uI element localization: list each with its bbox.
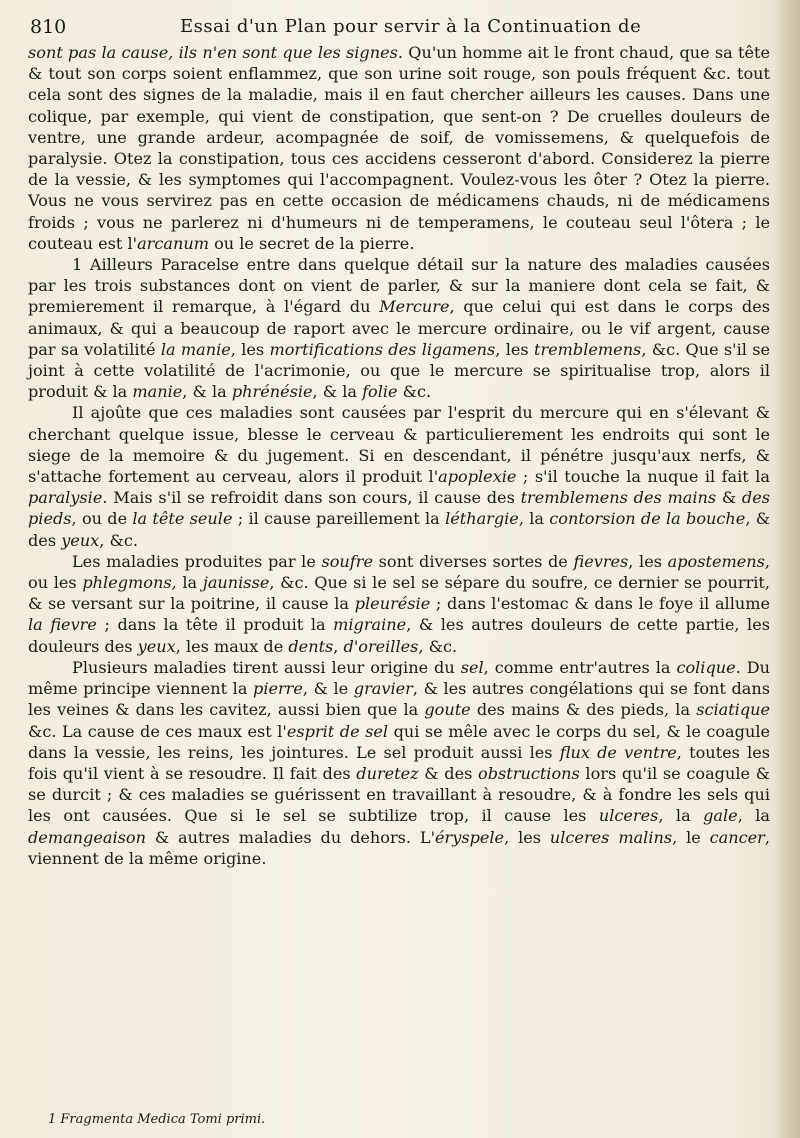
italic-term: la tête seule <box>132 509 233 529</box>
text-run: ; dans l'estomac & dans le foye il allume <box>430 594 770 614</box>
text-run: . Mais s'il se refroidit dans son cours, il cause des <box>102 488 521 508</box>
paragraph <box>28 254 770 402</box>
italic-term: ulceres <box>598 806 659 826</box>
page-number: 810 <box>30 16 67 38</box>
text-run: ou le secret de la pierre. <box>208 233 415 253</box>
text-run: , & les autres congélations qui se font dans les veines & dans les cavitez, aussi bien que la <box>28 679 770 720</box>
text-run: , ou les <box>28 551 770 593</box>
italic-term: d'oreilles <box>343 636 419 656</box>
text-run: lors qu'il se coagule & se durcit ; & ces maladies se guérissent en travaillant à resoudre, & à fondre les sels qui les ont causées. Que si le sel se subtilize trop, il cause les <box>28 763 770 826</box>
italic-term: jaunisse <box>202 573 270 593</box>
paragraph <box>28 657 770 869</box>
italic-term: colique <box>676 657 736 677</box>
text-run: &c. La cause de ces maux est l' <box>28 721 287 741</box>
italic-term: léthargie <box>445 509 519 529</box>
text-run: &c. <box>397 382 432 402</box>
text-run: , les <box>230 339 270 359</box>
running-title: Essai d'un Plan pour servir à la Continuation de <box>180 16 642 37</box>
italic-term: demangeaison <box>28 827 146 847</box>
italic-term: manie <box>132 382 183 402</box>
italic-term: la fievre <box>28 615 97 635</box>
text-run: , le <box>672 827 710 847</box>
italic-term: sont pas la cause, ils n'en sont que les signes. <box>28 43 403 62</box>
text-run: , & le <box>302 679 354 699</box>
italic-term: des pieds <box>28 488 771 529</box>
italic-term: flux de ventre <box>559 742 677 762</box>
text-run: ; il cause pareillement la <box>232 509 446 529</box>
italic-term: apostemens <box>667 551 765 571</box>
italic-term: phlegmons <box>82 573 172 593</box>
body-text <box>28 42 770 869</box>
paragraph <box>28 551 770 657</box>
italic-term: yeux <box>137 636 176 656</box>
italic-term: contorsion de la bouche <box>549 509 746 529</box>
italic-term: tremblemens des mains <box>520 488 717 508</box>
italic-term: dents <box>288 636 334 656</box>
text-run: , toutes les fois qu'il vient à se resoudre. Il fait des <box>28 742 770 783</box>
italic-term: migraine <box>333 615 407 635</box>
text-run: , &c. Que s'il se joint à cette volatilité de l'acrimonie, ou que le mercure se spiritualise trop, alors il produit & la <box>28 339 770 402</box>
text-run: , les maux de <box>175 636 289 656</box>
text-run: , les <box>628 551 668 571</box>
italic-term: mortifications des ligamens <box>269 339 496 359</box>
italic-term: esprit de sel <box>286 721 389 741</box>
italic-term: pierre <box>253 679 303 699</box>
text-run: , & la <box>312 382 363 402</box>
text-run: Plusieurs maladies tirent aussi leur origine du <box>72 657 461 677</box>
italic-term: duretez <box>356 763 419 783</box>
text-run: , la <box>658 806 704 826</box>
text-run: , ou de <box>71 509 133 529</box>
text-run: , & des <box>28 509 771 550</box>
text-run: ; s'il touche la nuque il fait la <box>516 467 770 487</box>
italic-term: sciatique <box>696 700 771 720</box>
text-run: & des <box>418 763 479 783</box>
italic-term: cancer <box>709 827 765 847</box>
italic-term: tremblemens <box>533 339 642 359</box>
italic-term: pleurésie <box>354 594 431 614</box>
text-run: , la <box>171 573 203 593</box>
text-run: , les <box>504 827 550 847</box>
text-run: , & la <box>182 382 232 402</box>
italic-term: apoplexie <box>438 467 517 487</box>
footnote: 1 Fragmenta Medica Tomi primi. <box>48 1112 266 1127</box>
text-run: Les maladies produites par le <box>72 551 322 571</box>
italic-term: sel <box>460 657 484 677</box>
text-run: , &c. <box>99 530 138 550</box>
text-run: , & les autres douleurs de cette partie, les douleurs des <box>28 615 770 656</box>
text-run: , que celui qui est dans le corps des animaux, & qui a beaucoup de raport avec le mercure ordinaire, ou le vif argent, cause par sa volatilité <box>28 297 770 359</box>
italic-term: ulceres malins <box>549 827 673 847</box>
text-run: . Du même principe viennent la <box>28 657 770 699</box>
text-run: Il ajoûte que ces maladies sont causées par l'esprit du mercure qui en s'élevant & cherchant quelque issue, blesse le cerveau & particulierement les endroits qui sont le siege de la memoire & du jugement. Si en descendant, il pénétre jusqu'aux nerfs, & s'attache fortement au cerveau, alors il produit l' <box>28 403 770 487</box>
text-run: ; dans la tête il produit la <box>96 615 334 635</box>
text-run: 1 Ailleurs Paracelse entre dans quelque détail sur la nature des maladies causées par les trois substances dont on vient de parler, & sur la maniere dont cela se fait, & premierement il remarque, à l'égard du <box>28 255 770 317</box>
italic-term: phrénésie <box>231 382 313 402</box>
text-run: , <box>333 636 344 656</box>
italic-term: arcanum <box>137 233 209 253</box>
paragraph <box>28 402 770 550</box>
text-run: , &c. <box>418 636 458 656</box>
italic-term: fievres <box>573 551 629 571</box>
paragraph <box>28 42 770 254</box>
text-run: , la <box>737 806 770 826</box>
italic-term: yeux <box>61 530 100 550</box>
text-run: qui se mêle avec le corps du sel, & le coagule dans la vessie, les reins, les jointures. Le sel produit aussi les <box>28 721 770 762</box>
text-run: , &c. Que si le sel se sépare du soufre, ce dernier se pourrit, & se versant sur la poitrine, il cause la <box>28 573 771 614</box>
page-edge-shadow <box>774 0 800 1138</box>
italic-term: la manie <box>160 339 231 359</box>
text-run: , la <box>518 509 550 529</box>
italic-term: Mercure <box>379 297 450 317</box>
italic-term: obstructions <box>478 763 580 783</box>
italic-term: soufre <box>321 551 373 571</box>
text-run: , les <box>495 339 534 359</box>
text-run: & autres maladies du dehors. L' <box>145 827 436 847</box>
italic-term: folie <box>362 382 398 402</box>
italic-term: goute <box>424 700 471 720</box>
italic-term: éryspele <box>435 827 505 847</box>
text-run: , viennent de la même origine. <box>28 827 770 868</box>
text-run: des mains & des pieds, la <box>470 700 697 720</box>
text-run: & <box>716 488 742 508</box>
text-run: Qu'un homme ait le front chaud, que sa tête & tout son corps soient enflammez, que son urine soit rouge, son pouls fréquent &c. tout cela sont des signes de la maladie, mais il en faut chercher ailleurs les causes. Dans une colique, par exemple, qui vient de constipation, que sent-on ? De cruelles douleurs de ventre, une grande ardeur, acompagnée de soif, de vomissemens, & quelquefois de paralysie. Otez la constipation, tous ces accidens cesseront d'abord. Considerez la pierre de la vessie, & les symptomes qui l'accompagnent. Voulez-vous les ôter ? Otez la pierre. Vous ne vous servirez pas en cette occasion de médicamens chauds, ni de médicamens froids ; vous ne parlerez ni d'humeurs ni de temperamens, le couteau seul l'ôtera ; le couteau est l' <box>28 43 770 253</box>
italic-term: paralysie <box>28 488 103 508</box>
text-run: , comme entr'autres la <box>483 657 677 677</box>
page-header <box>30 16 760 44</box>
italic-term: gravier <box>353 679 413 699</box>
italic-term: gale <box>703 806 738 826</box>
text-run: sont diverses sortes de <box>372 551 574 571</box>
